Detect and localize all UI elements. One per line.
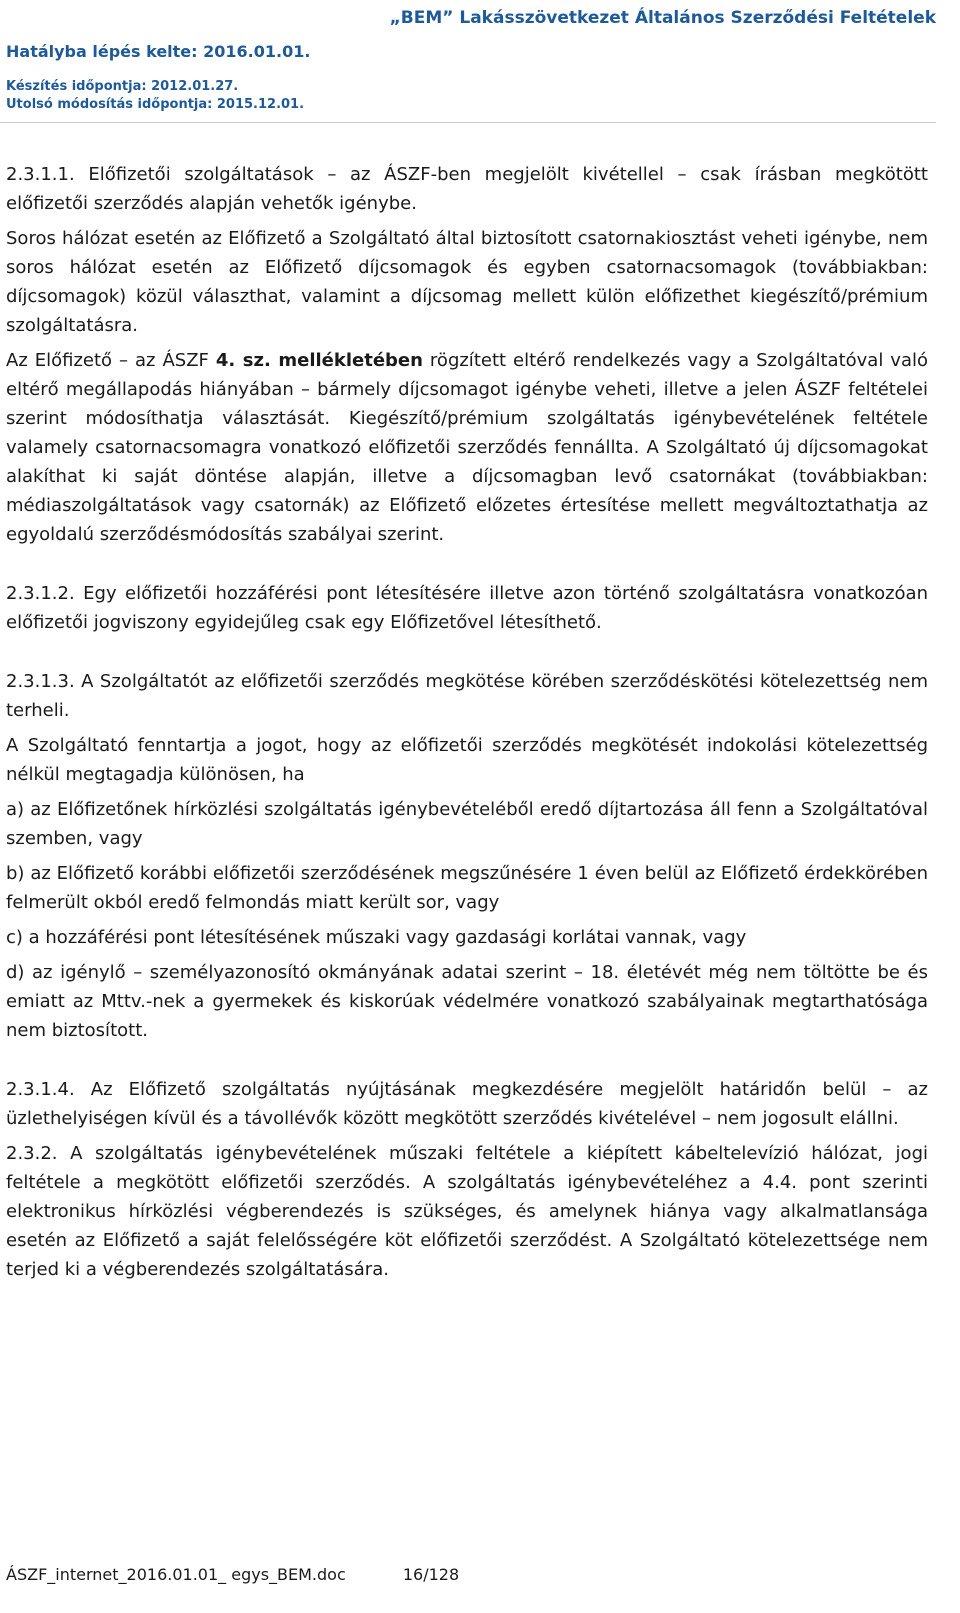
section-2-3-1-3: 2.3.1.3. A Szolgáltatót az előfizetői szerződés megkötése körében szerződéskötési kötelezettség nem terheli. — [6, 671, 928, 721]
header-divider — [0, 122, 936, 123]
paragraph-channel-allocation: Soros hálózat esetén az Előfizető a Szolgáltató által biztosított csatornakiosztást veheti igénybe, nem soros hálózat esetén az Előfizető díjcsomagok és egyben csatornacsomagok (továbbiakban: díjcsomagok) közül választhat, valamint a díjcsomag mellett külön előfizethet kiegészítő/prémium szolgáltatásra. — [6, 228, 928, 336]
footer-filename: ÁSZF_internet_2016.01.01_ egys_BEM.doc — [6, 1565, 346, 1584]
effective-date: Hatályba lépés kelte: 2016.01.01. — [6, 42, 311, 61]
modified-date: Utolsó módosítás időpontja: 2015.12.01. — [6, 97, 305, 112]
document-body — [6, 160, 928, 1290]
page-number: 16/128 — [402, 1565, 460, 1584]
section-2-3-1-4: 2.3.1.4. Az Előfizető szolgáltatás nyújtásának megkezdésére megjelölt határidőn belül – az üzlethelyiségen kívül és a távollévők között megkötött szerződés kivételével – nem jogosult elállni. — [6, 1079, 928, 1129]
section-2-3-1-2: 2.3.1.2. Egy előfizetői hozzáférési pont létesítésére illetve azon történő szolgáltatásra vonatkozóan előfizetői jogviszony egyidejűleg csak egy Előfizetővel létesíthető. — [6, 583, 928, 633]
paragraph-text-start: Az Előfizető – az ÁSZF — [6, 350, 216, 371]
list-item-a: a) az Előfizetőnek hírközlési szolgáltatás igénybevételéből eredő díjtartozása áll fenn a Szolgáltatóval szemben, vagy — [6, 799, 928, 849]
section-2-3-2: 2.3.2. A szolgáltatás igénybevételének műszaki feltétele a kiépített kábeltelevízió hálózat, jogi feltétele a megkötött előfizetői szerződés. A szolgáltatás igénybevételéhez a 4.4. pont szerinti elektronikus hírközlési végberendezés is szükséges, és amelynek hiánya vagy alkalmatlansága esetén az Előfizető a saját felelősségére köt előfizetői szerződést. A Szolgáltató kötelezettsége nem terjed ki a végberendezés szolgáltatására. — [6, 1143, 928, 1280]
document-title: „BEM” Lakásszövetkezet Általános Szerződési Feltételek — [389, 8, 936, 28]
annex-reference: 4. sz. mellékletében — [215, 350, 423, 371]
list-item-c: c) a hozzáférési pont létesítésének műszaki vagy gazdasági korlátai vannak, vagy — [6, 927, 747, 948]
header-dates — [6, 42, 310, 114]
page-footer — [6, 1565, 459, 1584]
list-item-d: d) az igénylő – személyazonosító okmányának adatai szerint – 18. életévét még nem töltötte be és emiatt az Mttv.-nek a gyermekek és kiskorúak védelmére vonatkozó szabályainak megtarthatósága nem biztosított. — [6, 962, 928, 1041]
created-date: Készítés időpontja: 2012.01.27. — [6, 79, 239, 94]
paragraph-text-end: rögzített eltérő rendelkezés vagy a Szolgáltatóval való eltérő megállapodás hiányában – bármely díjcsomagot igénybe veheti, illetve a jelen ÁSZF feltételei szerint módosíthatja választását. Kiegészítő/prémium szolgáltatás igénybevételének feltétele valamely csatornacsomagra vonatkozó előfizetői szerződés fennállta. A Szolgáltató új díjcsomagokat alakíthat ki saját döntése alapján, illetve a díjcsomagban levő csatornákat (továbbiakban: médiaszolgáltatások vagy csatornák) az Előfizető előzetes értesítése mellett megváltoztathatja az egyoldalú szerződésmódosítás szabályai szerint. — [6, 350, 928, 545]
list-item-b: b) az Előfizető korábbi előfizetői szerződésének megszűnésére 1 éven belül az Előfizető érdekkörében felmerült okból eredő felmondás miatt került sor, vagy — [6, 863, 928, 913]
section-2-3-1-1: 2.3.1.1. Előfizetői szolgáltatások – az ÁSZF-ben megjelölt kivétellel – csak írásban megkötött előfizetői szerződés alapján vehetők igénybe. — [6, 164, 928, 214]
paragraph-refusal: A Szolgáltató fenntartja a jogot, hogy az előfizetői szerződés megkötését indokolási kötelezettség nélkül megtagadja különösen, ha — [6, 735, 928, 785]
paragraph-package-selection — [6, 346, 928, 549]
